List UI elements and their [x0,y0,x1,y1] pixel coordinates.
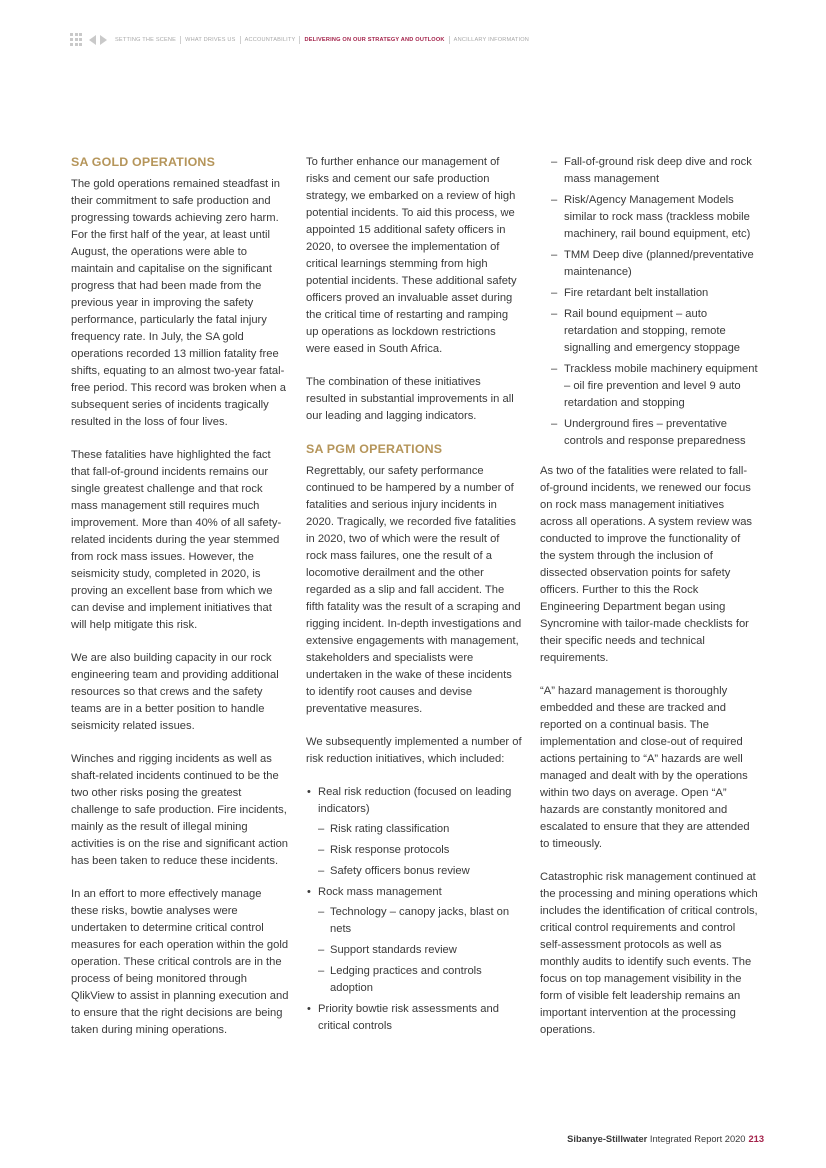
previous-page-icon[interactable] [89,35,96,45]
nav-accountability[interactable]: ACCOUNTABILITY [244,37,296,43]
list-item-label: Rock mass management [318,886,442,898]
sub-list-item: – Fire retardant belt installation [540,285,758,302]
report-title: Integrated Report 2020 [649,1134,746,1144]
paragraph: Winches and rigging incidents as well as shaft-related incidents continued to be the two other risks posing the greatest challenge to safe production. Fire incidents, mainly as the result of illegal mining activities is on the rise and significant action has been taken to reduce these incidents. [71,753,289,867]
grid-menu-icon[interactable] [70,33,84,47]
sub-list [318,904,522,997]
sub-list-item: – Fall-of-ground risk deep dive and rock mass management [540,154,758,188]
list-item-label: Priority bowtie risk assessments and critical controls [318,1003,499,1032]
nav-divider [299,36,300,44]
section-heading-sa-pgm: SA PGM OPERATIONS [306,442,443,456]
paragraph: The combination of these initiatives resulted in substantial improvements in all our leading and lagging indicators. [306,376,514,422]
sub-list-item: – Rail bound equipment – auto retardation and stopping, remote signalling and emergency stoppage [540,306,758,357]
paragraph: Regrettably, our safety performance continued to be hampered by a number of fatalities and serious injury incidents in 2020. Tragically, we recorded five fatalities in 2020, two of which were the result of rock mass failures, one the result of a locomotive derailment and the other regarded as a slip and fall accident. The fifth fatality was the result of a scraping and rigging incident. In-depth investigations and extensive engagements with management, stakeholders and specialists were undertaken in the wake of these incidents to identify root causes and devise preventative measures. [306,465,522,715]
sub-list-item: – Technology – canopy jacks, blast on nets [318,904,522,938]
page-number: 213 [748,1134,764,1144]
nav-divider [449,36,450,44]
list-item [306,884,522,997]
nav-what-drives-us[interactable]: WHAT DRIVES US [185,37,236,43]
nav-setting-the-scene[interactable]: SETTING THE SCENE [115,37,177,43]
column-right [540,154,758,1055]
sub-list-continued [540,154,758,450]
sub-list-item: – Risk rating classification [318,821,522,838]
paragraph: These fatalities have highlighted the fact that fall-of-ground incidents remains our single greatest challenge and that rock mass management still requires much improvement. More than 40% of all safety-related incidents during the year stemmed from rock mass issues. However, the seismicity study, completed in 2020, is proving an excellent base from which we can devise and implement initiatives that will help mitigate this risk. [71,449,282,631]
sub-list-item: – Safety officers bonus review [318,863,522,880]
nav-ancillary-information[interactable]: ANCILLARY INFORMATION [453,37,530,43]
paragraph: To further enhance our management of risks and cement our safe production strategy, we embarked on a review of high potential incidents. To aid this process, we appointed 15 additional safety officers in 2020, to oversee the implementation of critical learnings stemming from high potential incidents. These additional safety officers proved an invaluable asset during the critical time of restarting and ramping up operations as lockdown restrictions were eased in South Africa. [306,156,517,355]
list-item-label: Real risk reduction (focused on leading indicators) [318,786,512,815]
sub-list-item: – Risk/Agency Management Models similar to rock mass (trackless mobile machinery, rail bound equipment, etc) [540,192,758,243]
paragraph: We subsequently implemented a number of risk reduction initiatives, which included: [306,736,522,765]
list-item [306,1001,522,1035]
nav-delivering-on-strategy[interactable]: DELIVERING ON OUR STRATEGY AND OUTLOOK [304,37,445,43]
next-page-icon[interactable] [100,35,107,45]
section-heading-sa-gold: SA GOLD OPERATIONS [71,155,216,169]
sub-list-item: – Underground fires – preventative controls and response preparedness [540,416,758,450]
page-footer [567,1134,764,1144]
company-name: Sibanye-Stillwater [567,1134,648,1144]
sub-list-item: – Ledging practices and controls adoption [318,963,522,997]
sub-list-item: – TMM Deep dive (planned/preventative maintenance) [540,247,758,281]
sub-list-item: – Support standards review [318,942,522,959]
column-left [71,154,289,1055]
paragraph: As two of the fatalities were related to fall-of-ground incidents, we renewed our focus on rock mass management initiatives across all operations. A system review was conducted to improve the functionality of the system through the inclusion of dissected observation points for safety officers. Further to this the Rock Engineering Department began using Syncromine with tailor-made checklists for their specific needs and technical requirements. [540,465,753,664]
paragraph: “A” hazard management is thoroughly embedded and these are tracked and reported on a continual basis. The implementation and close-out of required actions pertaining to “A” hazards are well managed and dealt with by the operations within two days on average. Open “A” hazards are constantly monitored and escalated to ensure that they are attended to timeously. [540,685,750,850]
paragraph: Catastrophic risk management continued at the processing and mining operations which includes the identification of critical controls, critical control requirements and control self-assessment protocols as well as monthly audits to identify such events. The focus on top management visibility in the form of visible felt leadership remains an important intervention at the processing operations. [540,871,758,1036]
sub-list-item: – Risk response protocols [318,842,522,859]
initiatives-list [306,784,522,1035]
nav-divider [180,36,181,44]
sub-list [318,821,522,880]
nav-divider [240,36,241,44]
list-item [306,784,522,880]
top-navigation [70,33,529,47]
paragraph: In an effort to more effectively manage these risks, bowtie analyses were undertaken to determine critical control measures for each operation within the gold operation. These critical controls are in the process of being monitored through QlikView to assist in planning execution and to ensure that the right decisions are being taken during mining operations. [71,888,289,1036]
paragraph: The gold operations remained steadfast in their commitment to safe production and progressing towards achieving zero harm. For the first half of the year, at least until August, the operations were able to maintain and capitalise on the significant progress that had been made from the previous year in improving the safety performance, particularly the fatal injury frequency rate. In July, the SA gold operations recorded 13 million fatality free shifts, equating to an almost two-year fatal-free period. This record was broken when a subsequent series of incidents tragically resulted in the loss of four lives. [71,178,286,428]
sub-list-item: – Trackless mobile machinery equipment – oil fire prevention and level 9 auto retardation and stopping [540,361,758,412]
paragraph: We are also building capacity in our rock engineering team and providing additional resources so that crews and the safety teams are in a better position to handle seismicity related issues. [71,652,279,732]
column-middle [306,154,522,1038]
